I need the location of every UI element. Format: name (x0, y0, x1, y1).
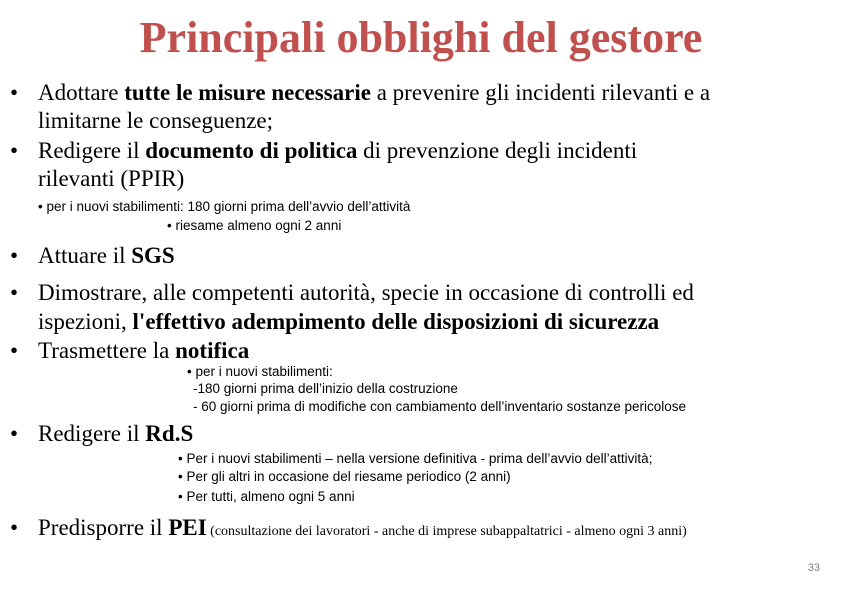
sub-item-notifica-180: -180 giorni prima dell’inizio della costruzione (193, 381, 458, 396)
sub-item-notifica-new: • per i nuovi stabilimenti: (187, 364, 333, 379)
bullet-text (38, 337, 249, 364)
bullet-dot: • (10, 80, 19, 105)
bullet-text-part: Redigere il (38, 421, 146, 446)
bullet-text: Dimostrare, alle competenti autorità, specie in occasione di controlli ed (38, 280, 694, 305)
bullet-text (38, 79, 710, 106)
bullet-text-part: ispezioni, (38, 309, 133, 334)
bullet-text (38, 242, 175, 269)
bullet-bold-text: SGS (131, 243, 175, 268)
sub-item-ppir-review: • riesame almeno ogni 2 anni (167, 218, 342, 233)
bullet-text (38, 420, 193, 447)
bullet-bold-text: PEI (168, 515, 207, 540)
bullet-text-part: a prevenire gli incidenti rilevanti e a (370, 80, 711, 105)
bullet-dot: • (10, 515, 19, 540)
bullet-bold-text: documento di politica (145, 138, 358, 163)
bullet-dot: • (10, 338, 19, 363)
bullet-text-part: di prevenzione degli incidenti (357, 138, 638, 163)
bullet-text-continuation (38, 308, 659, 335)
bullet-text-part: Redigere il (38, 138, 146, 163)
bullet-text-part: Attuare il (38, 243, 132, 268)
bullet-bold-text: Rd.S (145, 421, 194, 446)
bullet-dot: • (10, 243, 19, 268)
bullet-dot: • (10, 280, 19, 305)
bullet-bold-text: tutte le misure necessarie (124, 80, 371, 105)
sub-item-rds-others: • Per gli altri in occasione del riesame periodico (2 anni) (178, 469, 511, 484)
page-number: 33 (807, 562, 820, 574)
bullet-note: (consultazione dei lavoratori - anche di imprese subappaltatrici - almeno ogni 3 anni) (206, 524, 687, 539)
sub-item-rds-all: • Per tutti, almeno ogni 5 anni (178, 489, 355, 504)
bullet-text-part: Adottare (38, 80, 125, 105)
sub-item-ppir-new: • per i nuovi stabilimenti: 180 giorni prima dell’avvio dell’attività (38, 199, 411, 214)
bullet-text-continuation: limitarne le conseguenze; (38, 108, 274, 133)
bullet-text (38, 137, 637, 164)
bullet-dot: • (10, 421, 19, 446)
bullet-bold-text: notifica (175, 338, 250, 363)
bullet-text-part: Predisporre il (38, 515, 169, 540)
sub-item-notifica-60: - 60 giorni prima di modifiche con cambiamento dell’inventario sostanze pericolose (193, 399, 687, 414)
bullet-dot: • (10, 138, 19, 163)
sub-item-rds-new: • Per i nuovi stabilimenti – nella versione definitiva - prima dell’avvio dell’attività; (178, 451, 653, 466)
bullet-bold-text: l'effettivo adempimento delle disposizioni di sicurezza (132, 309, 660, 334)
bullet-text (38, 514, 687, 545)
bullet-text-part: Trasmettere la (38, 338, 176, 363)
slide-title: Principali obblighi del gestore (139, 13, 703, 62)
bullet-text-continuation: rilevanti (PPIR) (38, 166, 185, 191)
